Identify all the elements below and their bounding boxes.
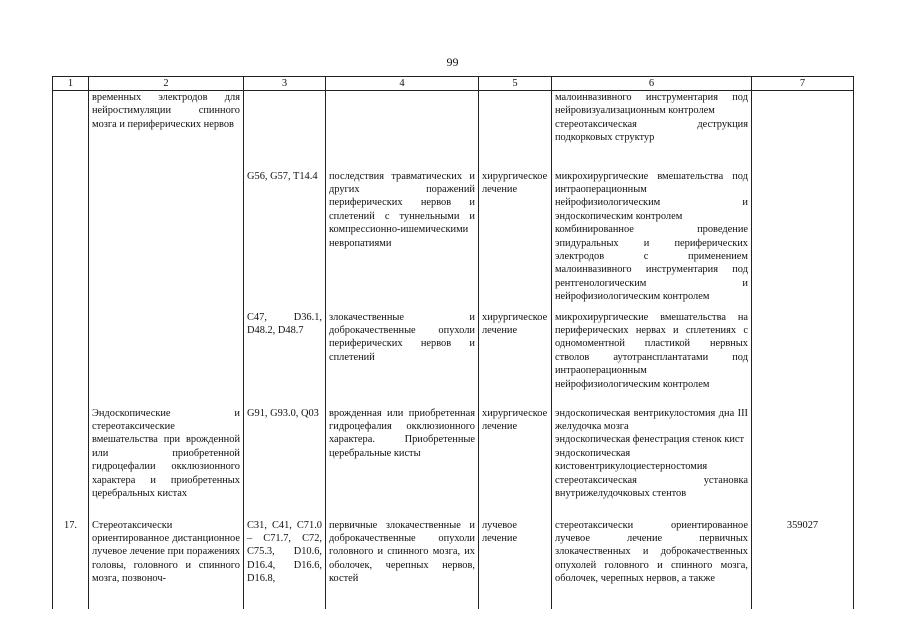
intervention-name-cell (89, 311, 244, 407)
medical-procedures-table (52, 76, 854, 609)
page-number: 99 (446, 55, 459, 69)
header-col-2: 2 (89, 77, 244, 91)
header-col-4: 4 (326, 77, 479, 91)
cost-text: 359027 (786, 519, 819, 531)
row-number-cell (53, 170, 89, 311)
icd-codes-cell (244, 91, 326, 170)
header-col-5: 5 (479, 77, 552, 91)
row-number-cell (53, 519, 89, 609)
icd-codes-text: C47, D36.1, D48.2, D48.7 (247, 311, 322, 336)
icd-codes-cell (244, 170, 326, 311)
disease-model-cell (326, 519, 479, 609)
intervention-name-cell (89, 519, 244, 609)
icd-codes-text: C31, C41, C71.0 – C71.7, C72, C75.3, D10.6, D16.4, D16.6, D16.8, (247, 519, 322, 585)
intervention-name-cell (89, 91, 244, 170)
disease-model-cell (326, 407, 479, 519)
icd-codes-cell (244, 519, 326, 609)
disease-model-cell (326, 311, 479, 407)
treatment-method-text: микрохирургические вмешательства под интраоперационным нейрофизиологическим и эндоскопическим контролем (555, 170, 748, 222)
treatment-type-cell (479, 91, 552, 170)
treatment-type-cell (479, 170, 552, 311)
treatment-method-cell (552, 407, 752, 519)
treatment-type-cell (479, 311, 552, 407)
treatment-type-text: лучевое лечение (482, 519, 518, 544)
intervention-name-cell (89, 170, 244, 311)
table-header-row (53, 77, 854, 91)
header-col-1: 1 (53, 77, 89, 91)
disease-model-text: врожденная или приобретенная гидроцефалия окклюзионного характера. Приобретенные церебральные кисты (329, 407, 475, 459)
disease-model-text: последствия травматических и других поражений периферических нервов и сплетений с туннельными и компрессионно-ишемическими невропатиями (329, 170, 475, 249)
cost-cell (752, 311, 854, 407)
treatment-method-cell (552, 519, 752, 609)
table-row (53, 170, 854, 311)
cost-cell (752, 170, 854, 311)
table-row (53, 519, 854, 609)
treatment-method-text: микрохирургические вмешательства на периферических нервах и сплетениях с одномоментной пластикой нервных стволов аутотрансплантатами под интраоперационным нейрофизиологическим контролем (555, 311, 748, 390)
treatment-type-text: хирургическое лечение (482, 170, 548, 195)
treatment-method-text: стереотаксическая деструкция подкорковых структур (555, 118, 748, 144)
icd-codes-cell (244, 311, 326, 407)
intervention-name-text: Эндоскопические и стереотаксические вмешательства при врожденной или приобретенной гидроцефалии окклюзионного характера и приобретенных церебральных кистах (92, 407, 240, 499)
header-col-6: 6 (552, 77, 752, 91)
intervention-name-cell (89, 407, 244, 519)
treatment-method-text: малоинвазивного инструментария под нейровизуализационным контролем (555, 92, 748, 117)
cost-cell (752, 91, 854, 170)
treatment-method-text: стереотаксическая установка внутрижелудочковых стентов (555, 474, 748, 499)
disease-model-cell (326, 170, 479, 311)
row-number-cell (53, 91, 89, 170)
cost-cell (752, 407, 854, 519)
treatment-method-cell (552, 91, 752, 170)
treatment-method-text: эндоскопическая вентрикулостомия дна III желудочка мозга (555, 407, 748, 432)
treatment-method-text: стереотаксически ориентированное лучевое лечение первичных злокачественных и доброкачественных опухолей головного и спинного мозга, оболочек, черепных нервов, а также (555, 519, 748, 585)
icd-codes-text: G91, G93.0, Q03 (247, 407, 319, 419)
treatment-method-cell (552, 311, 752, 407)
row-number-cell (53, 311, 89, 407)
treatment-type-text: хирургическое лечение (482, 311, 548, 336)
header-col-3: 3 (244, 77, 326, 91)
treatment-method-text: эндоскопическая фенестрация стенок кист (555, 434, 745, 446)
cost-cell (752, 519, 854, 609)
table-row (53, 407, 854, 519)
icd-codes-text: G56, G57, T14.4 (247, 170, 318, 182)
treatment-type-cell (479, 519, 552, 609)
disease-model-text: злокачественные и доброкачественные опухоли периферических нервов и сплетений (329, 311, 475, 363)
disease-model-cell (326, 91, 479, 170)
disease-model-text: первичные злокачественные и доброкачественные опухоли головного и спинного мозга, их оболочек, черепных нервов, костей (329, 519, 475, 585)
intervention-name-text: Стереотаксически ориентированное дистанционное лучевое лечение при поражениях головы, головного и спинного мозга, позвоноч- (92, 519, 240, 585)
table-row (53, 311, 854, 407)
treatment-method-text: комбинированное проведение эпидуральных и периферических электродов с применением малоинвазивного инструментария под рентгенологическим и нейрофизиологическим контролем (555, 224, 748, 303)
table-row (53, 91, 854, 170)
treatment-method-cell (552, 170, 752, 311)
header-col-7: 7 (752, 77, 854, 91)
treatment-type-text: хирургическое лечение (482, 407, 548, 432)
row-number-text: 17. (64, 519, 77, 531)
treatment-method-text: эндоскопическая кистовентрикулоциестерностомия (555, 447, 708, 473)
intervention-name-text: временных электродов для нейростимуляции спинного мозга и периферических нервов (92, 92, 240, 130)
treatment-type-cell (479, 407, 552, 519)
icd-codes-cell (244, 407, 326, 519)
row-number-cell (53, 407, 89, 519)
